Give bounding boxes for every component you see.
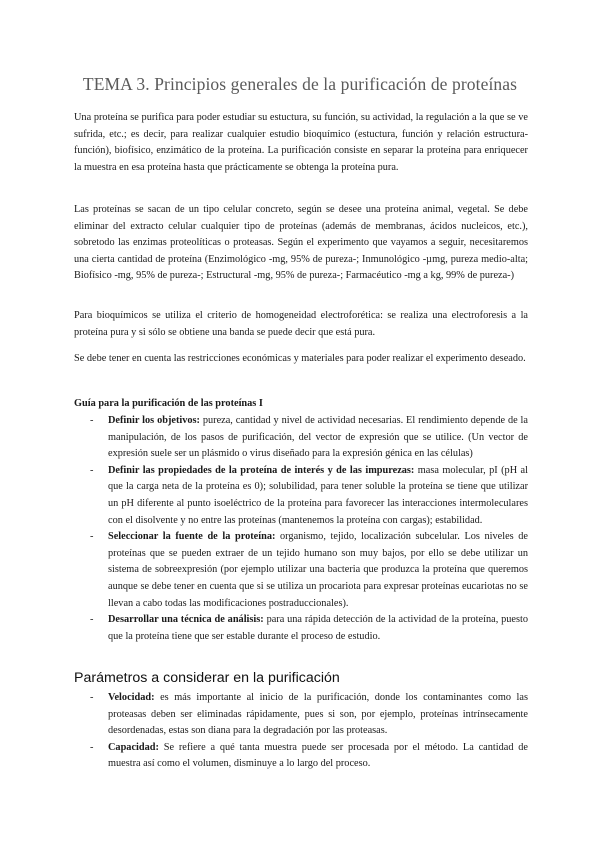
guide-list — [74, 413, 528, 645]
list-item-text: para una rápida detección de la actividad de la proteína, puesto que la proteína tiene que ser estable durante el proceso de estudio. — [108, 614, 528, 642]
list-item-term: Definir las propiedades de la proteína de interés y de las impurezas: — [108, 464, 415, 476]
paragraph-homogeneity: Para bioquímicos se utiliza el criterio de homogeneidad electroforética: se realiza una electroforesis a la proteína pura y si sólo se obtiene una banda se puede decir que está pura. — [74, 310, 528, 338]
paragraph-intro: Una proteína se purifica para poder estudiar su estuctura, su función, su actividad, la regulación a la que se ve sufrida, etc.; es decir, para realizar cualquier estudio bioquímico (estuctura, función y relación estructura-función), biofísico, enzimático de la proteína. La purificación consiste en separar la proteína para enriquecer la muestra en esa proteína hasta que prácticamente se obtenga la proteína pura. — [74, 112, 528, 173]
list-item-text: organismo, tejido, localización subcelular. Los niveles de proteínas que se pueden extraer de un tejido humano son muy bajos, por ello se debe utilizar un sistema de sobreexpresión (por ejemplo utilizar una bacteria que produzca la proteína que queremos aunque se debe tener en cuenta que si se utiliza un procariota para expresar proteínas eucariotas no se llevan a cabo todas las modificaciones postraduccionales). — [108, 531, 529, 609]
paragraph-restrictions: Se debe tener en cuenta las restricciones económicas y materiales para poder realizar el experimento deseado. — [74, 353, 526, 364]
list-bullet: - — [90, 531, 94, 543]
params-heading: Parámetros a considerar en la purificación — [74, 670, 340, 686]
list-item — [74, 413, 528, 463]
list-bullet: - — [90, 415, 94, 426]
list-item — [74, 740, 528, 773]
list-bullet: - — [90, 741, 94, 753]
list-item-text: masa molecular, pI (pH al que la carga neta de la proteína es 0); solubilidad, para tener soluble la proteína se tiene que utilizar un pH diferente al punto isoeléctrico de la proteína para favorecer las interacciones intermoleculares con el disolvente y no entre las proteínas (mantenemos la proteína con cargas); estabilidad. — [108, 464, 528, 526]
list-item-term: Velocidad: — [108, 692, 155, 703]
params-list — [74, 690, 528, 773]
list-item — [74, 612, 528, 645]
page-title: TEMA 3. Principios generales de la purificación de proteínas — [82, 74, 518, 94]
list-item-term: Definir los objetivos: — [108, 415, 200, 426]
list-item-text: es más importante al inicio de la purificación, donde los contaminantes como las proteasas deben ser eliminadas rápidamente, pues si son, por ejemplo, proteínas intrínsecamente desordenadas, estas son diana para la degradación por las proteasas. — [108, 692, 528, 737]
guide-heading: Guía para la purificación de las proteínas I — [74, 398, 263, 409]
list-item-term: Capacidad: — [108, 741, 159, 753]
list-item-term: Desarrollar una técnica de análisis: — [108, 614, 264, 626]
list-bullet: - — [90, 464, 94, 476]
paragraph-sources: Las proteínas se sacan de un tipo celular concreto, según se desee una proteína animal, vegetal. Se debe eliminar del extracto celular cualquier tipo de proteínas (además de membranas, ácidos nucleicos, etc.), sobretodo las enzimas proteolíticas o proteasas. Según el experimento que vayamos a seguir, necesitaremos una cierta cantidad de proteína (Enzimológico -mg, 95% de pureza-; Inmunológico -µmg, pureza medio-alta; Biofísico -mg, 95% de pureza-; Estructural -mg, 95% de pureza-; Farmacéutico -mg a kg, 99% de pureza-) — [74, 204, 528, 282]
list-item-text: pureza, cantidad y nivel de actividad necesarias. El rendimiento depende de la manipulación, de los pasos de purificación, del vector de expresión que se utilice. (Un vector de expresión suele ser un plásmido o virus diseñado para la expresión génica en las células) — [108, 415, 528, 460]
list-item-text: Se refiere a qué tanta muestra puede ser procesada por el método. La cantidad de muestra así como el volumen, disminuye a lo largo del proceso. — [108, 741, 528, 770]
list-bullet: - — [90, 692, 94, 703]
list-item-term: Seleccionar la fuente de la proteína: — [108, 531, 276, 543]
list-item — [74, 529, 528, 612]
list-item — [74, 463, 528, 529]
list-bullet: - — [90, 614, 94, 626]
list-item — [74, 690, 528, 740]
